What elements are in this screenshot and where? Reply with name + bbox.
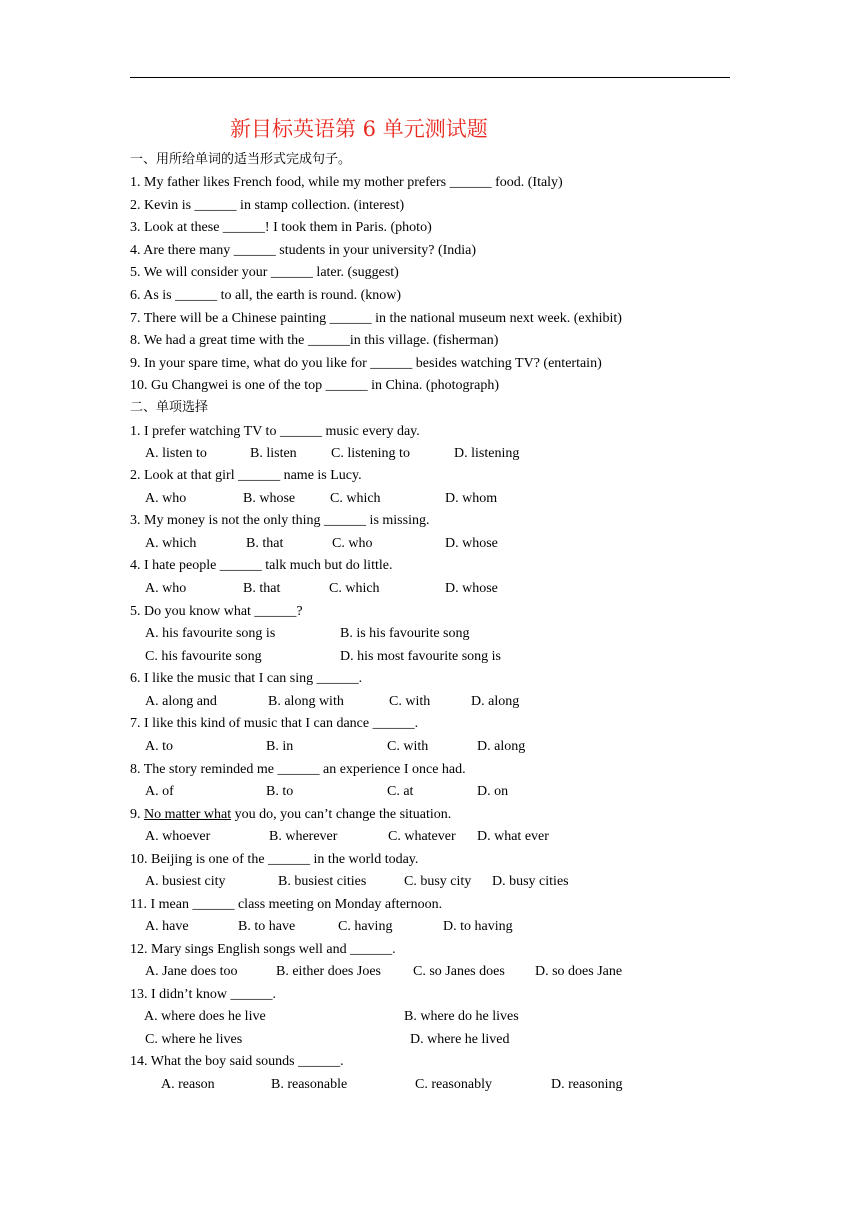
- question-13: 13. I didn’t know ______.: [130, 987, 276, 1002]
- q6-option-b: B. along with: [268, 694, 344, 709]
- q9-option-b: B. wherever: [269, 829, 338, 844]
- page-title: 新目标英语第 6 单元测试题: [230, 117, 488, 141]
- q1-option-d: D. listening: [454, 446, 520, 461]
- q10-option-a: A. busiest city: [145, 874, 226, 889]
- question-10: 10. Beijing is one of the ______ in the world today.: [130, 852, 419, 867]
- q14-option-c: C. reasonably: [415, 1077, 492, 1092]
- q13-option-b: B. where do he lives: [404, 1009, 519, 1024]
- question-1: 1. I prefer watching TV to ______ music every day.: [130, 424, 420, 439]
- q3-option-b: B. that: [246, 536, 284, 551]
- q9-option-a: A. whoever: [145, 829, 211, 844]
- header-rule: [130, 77, 730, 78]
- q8-option-c: C. at: [387, 784, 414, 799]
- question-2: 2. Look at that girl ______ name is Lucy.: [130, 468, 362, 483]
- q6-option-d: D. along: [471, 694, 520, 709]
- q6-option-a: A. along and: [145, 694, 217, 709]
- q5-option-b: B. is his favourite song: [340, 626, 470, 641]
- q11-option-c: C. having: [338, 919, 393, 934]
- q9-option-c: C. whatever: [388, 829, 456, 844]
- q11-option-d: D. to having: [443, 919, 513, 934]
- s1-item-8: 8. We had a great time with the ______in this village. (fisherman): [130, 333, 499, 348]
- q14-option-a: A. reason: [161, 1077, 215, 1092]
- q5-option-a: A. his favourite song is: [145, 626, 276, 641]
- q10-option-d: D. busy cities: [492, 874, 569, 889]
- q3-option-a: A. which: [145, 536, 197, 551]
- s1-item-3: 3. Look at these ______! I took them in Paris. (photo): [130, 220, 432, 235]
- q7-option-c: C. with: [387, 739, 429, 754]
- question-11: 11. I mean ______ class meeting on Monday afternoon.: [130, 897, 443, 912]
- q8-option-a: A. of: [145, 784, 174, 799]
- q7-option-a: A. to: [145, 739, 173, 754]
- q14-option-d: D. reasoning: [551, 1077, 623, 1092]
- q12-option-c: C. so Janes does: [413, 964, 505, 979]
- q1-option-a: A. listen to: [145, 446, 207, 461]
- q2-option-a: A. who: [145, 491, 187, 506]
- s1-item-9: 9. In your spare time, what do you like for ______ besides watching TV? (entertain): [130, 356, 602, 371]
- question-8: 8. The story reminded me ______ an experience I once had.: [130, 762, 466, 777]
- question-14: 14. What the boy said sounds ______.: [130, 1054, 344, 1069]
- q13-option-a: A. where does he live: [144, 1009, 266, 1024]
- question-5: 5. Do you know what ______?: [130, 604, 303, 619]
- q7-option-b: B. in: [266, 739, 294, 754]
- q1-option-b: B. listen: [250, 446, 297, 461]
- q4-option-c: C. which: [329, 581, 380, 596]
- q12-option-a: A. Jane does too: [145, 964, 238, 979]
- s1-item-2: 2. Kevin is ______ in stamp collection. (interest): [130, 198, 405, 213]
- q9-option-d: D. what ever: [477, 829, 549, 844]
- s1-item-10: 10. Gu Changwei is one of the top ______ in China. (photograph): [130, 378, 500, 393]
- section1-heading: 一、用所给单词的适当形式完成句子。: [130, 152, 352, 167]
- q4-option-d: D. whose: [445, 581, 498, 596]
- section2-heading: 二、单项选择: [130, 400, 209, 415]
- question-7: 7. I like this kind of music that I can dance ______.: [130, 716, 419, 731]
- q9-number: 9.: [130, 807, 144, 822]
- q4-option-a: A. who: [145, 581, 187, 596]
- q9-underlined-phrase: No matter what: [144, 807, 232, 822]
- q2-option-d: D. whom: [445, 491, 498, 506]
- q3-option-d: D. whose: [445, 536, 498, 551]
- q3-option-c: C. who: [332, 536, 373, 551]
- q12-option-b: B. either does Joes: [276, 964, 381, 979]
- s1-item-4: 4. Are there many ______ students in your university? (India): [130, 243, 477, 258]
- q2-option-c: C. which: [330, 491, 381, 506]
- question-9: [130, 806, 451, 824]
- question-12: 12. Mary sings English songs well and ______.: [130, 942, 396, 957]
- question-6: 6. I like the music that I can sing ______.: [130, 671, 363, 686]
- q9-rest: you do, you can’t change the situation.: [231, 807, 452, 822]
- q8-option-d: D. on: [477, 784, 509, 799]
- q13-option-c: C. where he lives: [145, 1032, 243, 1047]
- q10-option-b: B. busiest cities: [278, 874, 367, 889]
- q11-option-a: A. have: [145, 919, 189, 934]
- q6-option-c: C. with: [389, 694, 431, 709]
- question-4: 4. I hate people ______ talk much but do little.: [130, 558, 393, 573]
- q7-option-d: D. along: [477, 739, 526, 754]
- q5-option-c: C. his favourite song: [145, 649, 262, 664]
- s1-item-1: 1. My father likes French food, while my mother prefers ______ food. (Italy): [130, 175, 563, 190]
- question-3: 3. My money is not the only thing ______ is missing.: [130, 513, 430, 528]
- s1-item-5: 5. We will consider your ______ later. (suggest): [130, 265, 399, 280]
- q5-option-d: D. his most favourite song is: [340, 649, 501, 664]
- q11-option-b: B. to have: [238, 919, 296, 934]
- q10-option-c: C. busy city: [404, 874, 472, 889]
- q8-option-b: B. to: [266, 784, 294, 799]
- q12-option-d: D. so does Jane: [535, 964, 623, 979]
- q4-option-b: B. that: [243, 581, 281, 596]
- q2-option-b: B. whose: [243, 491, 296, 506]
- q1-option-c: C. listening to: [331, 446, 410, 461]
- s1-item-6: 6. As is ______ to all, the earth is round. (know): [130, 288, 402, 303]
- q13-option-d: D. where he lived: [410, 1032, 510, 1047]
- s1-item-7: 7. There will be a Chinese painting ______ in the national museum next week. (exhibit): [130, 311, 622, 326]
- q14-option-b: B. reasonable: [271, 1077, 348, 1092]
